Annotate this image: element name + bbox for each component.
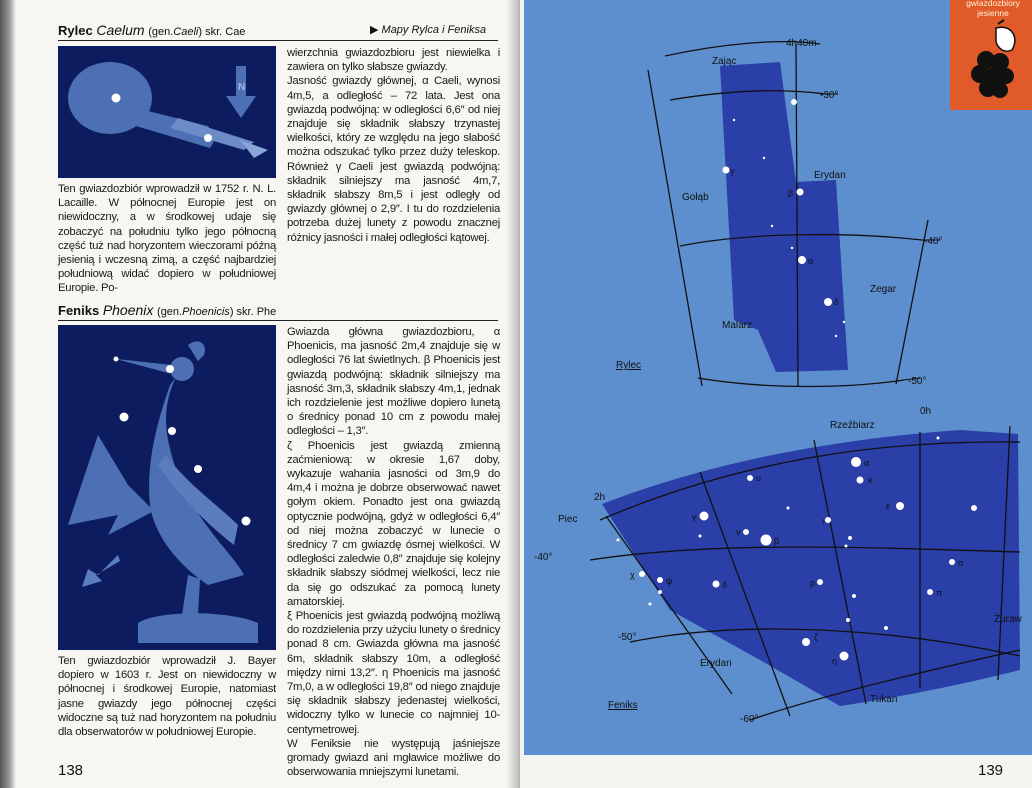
neighbor-label-erydan: Erydan xyxy=(814,170,846,181)
phoenix-paragraph-1: Gwiazda główna gwiazdozbioru, α Phoenicis, ma jasność 2m,4 znajduje się w odległości 76 lat świetlnych. β Phoenicis jest gwiazdą podwójną: składnik silniejszy ma jasność 3m,3, składnik słabszy 4m,1, jednak ich rozdzielenie jest możliwe dopiero lunetą o średnicy ponad 10 cm z powodu małej odległości – 1,3″. xyxy=(287,326,500,438)
neighbor-label-zegar: Zegar xyxy=(870,284,897,295)
phoenix-header-rule xyxy=(58,320,498,321)
star-alpha-caeli xyxy=(798,256,806,264)
caelum-latin-name: Caelum xyxy=(96,22,145,38)
star-kappa-phoenicis xyxy=(857,477,864,484)
caelum-ra-label: 4h40m xyxy=(786,38,817,49)
caelum-dec-label-3: -50° xyxy=(908,376,927,387)
star-zeta-phoenicis xyxy=(802,638,810,646)
phoenix-name: Feniks xyxy=(58,303,100,318)
caelum-chart xyxy=(616,38,942,387)
caelum-header xyxy=(58,22,245,38)
caelum-right-column xyxy=(287,46,500,245)
phoenix-left-column xyxy=(58,654,276,739)
svg-text:N: N xyxy=(238,82,246,93)
star-dot xyxy=(791,99,797,105)
caelum-name: Rylec xyxy=(58,23,93,38)
caelum-dec-label-1: -30° xyxy=(820,90,839,101)
star-chi-phoenicis xyxy=(639,571,645,577)
right-page-number: 139 xyxy=(978,762,1004,779)
label-iota-phe: ι xyxy=(822,516,824,526)
label-alpha-phe: α xyxy=(864,458,870,468)
star-alpha-phoenicis xyxy=(851,457,861,467)
star-iota-phoenicis xyxy=(825,517,831,523)
star-nu-phoenicis xyxy=(743,529,749,535)
star-eta-phoenicis xyxy=(840,652,849,661)
caelum-intro-text: Ten gwiazdozbiór wprowadził w 1752 r. N. L. Lacaille. W północnej Europie jest on niewidoczny, a w środkowej udaje się zobaczyć na południu tylko jego północną część tuż nad horyzontem wieczorami późną jesienią i wczesną zimą, a część najbardziej południową widać dopiero w południowej Europie. Po- xyxy=(58,183,276,295)
label-delta: δ xyxy=(834,297,840,307)
neighbor-label-golab: Gołąb xyxy=(682,192,709,203)
star-beta-caeli xyxy=(797,189,804,196)
phoenix-header xyxy=(58,302,276,318)
label-gamma-phe: γ xyxy=(692,512,697,522)
phoenix-chart xyxy=(534,406,1023,725)
phoenix-dec-label-2: -50° xyxy=(618,632,637,643)
phoenix-bird-figure xyxy=(58,325,276,650)
label-alpha: α xyxy=(808,256,814,266)
right-page xyxy=(520,0,1032,788)
phoenix-paragraph-3: ξ Phoenicis jest gwiazdą podwójną możliwą do rozdzielenia przy użyciu lunety o średnicy ponad 8 cm. Gwiazda główna ma jasność 6m, składnik słabszy 10m, a odległość między nimi 13,2″. η Phoenicis ma jasność 7m,0, a w odległości 19,8″ od niego znajduje się składnik słabszy jedenastej wielkości, widoczny tylko w lunecie co najmniej 10-centymetrowej. xyxy=(287,610,500,736)
label-delta-phe: δ xyxy=(722,580,728,590)
phoenix-genitive-suffix: ) skr. Phe xyxy=(229,306,277,318)
label-eta-phe: η xyxy=(832,656,838,666)
label-beta-phe: β xyxy=(774,536,780,546)
phoenix-ra-label-1: 0h xyxy=(920,406,932,417)
star-psi-phoenicis xyxy=(657,577,663,583)
neighbor-label-tukan: Tukan xyxy=(870,694,898,705)
caelum-genitive-latin: Caeli xyxy=(173,26,199,38)
caelum-genitive-suffix: ) skr. Cae xyxy=(198,26,246,38)
star-gamma-phoenicis xyxy=(700,512,709,521)
label-gamma: γ xyxy=(730,166,735,176)
label-beta: β xyxy=(788,188,794,198)
neighbor-label-erydan-2: Erydan xyxy=(700,658,732,669)
caelum-dec-label-2: -40° xyxy=(924,236,943,247)
phoenix-paragraph-2: ζ Phoenicis jest gwiazdą zmienną zaćmieniową: w okresie 1,67 doby, wykazuje wahania jasności od 3m,9 do 4m,4 i można je dobrze obserwować nawet gołym okiem. Ponadto jest ona gwiazdą optycznie podwójną, gdyż w odległości 6,4″ od niej można zobaczyć w lunecie o średnicy 7 cm gwiazdę ósmej wielkości. W odległości zaledwie 0,8″ znajduje się kolejny składnik słabszy siódmej wielkości, lecz nie da się go odszukać za pomocą lunety amatorskiej. xyxy=(287,439,500,608)
left-page-edge xyxy=(0,0,16,788)
star-beta-phoenicis xyxy=(761,535,772,546)
star-gamma-caeli xyxy=(723,167,730,174)
neighbor-label-rzezbiarz: Rzeźbiarz xyxy=(830,420,875,431)
label-psi-phe: ψ xyxy=(666,576,673,586)
caelum-paragraph-1: wierzchnia gwiazdozbioru jest niewielka i zawiera on tylko słabsze gwiazdy. xyxy=(287,47,500,74)
caelum-left-column xyxy=(58,182,276,296)
neighbor-label-zajac: Zając xyxy=(712,56,737,67)
label-pi-phe: π xyxy=(936,588,943,598)
star-sigma-phoenicis xyxy=(949,559,955,565)
star-rho-phoenicis xyxy=(817,579,823,585)
phoenix-intro-text: Ten gwiazdozbiór wprowadził J. Bayer dopiero w 1603 r. Jest on niewidoczny w północnej i środkowej Europie, natomiast jasne gwiazdy jego północnej części widoczne są tuż nad horyzontem na południu dla obserwatorów w południowej Europie. xyxy=(58,655,276,739)
season-badge-label: gwiazdozbiory jesienne xyxy=(966,0,1020,18)
star-charts xyxy=(520,0,1032,788)
phoenix-chart-title: Feniks xyxy=(608,700,638,711)
neighbor-label-zuraw: Żuraw xyxy=(994,614,1022,625)
label-zeta-phe: ζ xyxy=(814,632,818,642)
phoenix-genitive-latin: Phoenicis xyxy=(182,306,230,318)
caelum-illustration xyxy=(58,46,276,178)
phoenix-illustration xyxy=(58,325,276,650)
phoenix-paragraph-4: W Feniksie nie występują jaśniejsze gromady gwiazd ani mgławice możliwe do obserwowania mniejszymi lunetami. xyxy=(287,737,500,779)
star-epsilon-phoenicis xyxy=(896,502,904,510)
caelum-paragraph-2: Jasność gwiazdy głównej, α Caeli, wynosi 4m,5, a odległość – 72 lata. Jest ona gwiazdą podwójną: w odległości 6,6″ od niej znajduje się składnik słabszy trzynastej wielkości, który ze względu na jego słabość można odszukać tylko przez duży teleskop. Również γ Caeli jest gwiazdą podwójną: składnik silniejszy ma jasność 4m,7, składnik słabszy 8m,5 i jest odległy od gwiazdy głównej o 2,9″. I tu do rozdzielenia potrzeba dużej lunety z powodu znacznej różnicy jasności i małej odległości kątowej. xyxy=(287,75,500,244)
phoenix-ra-label-2: 2h xyxy=(594,492,606,503)
label-epsilon-phe: ε xyxy=(886,501,891,511)
map-link-text: Mapy Rylca i Feniksa xyxy=(381,24,487,36)
phoenix-latin-name: Phoenix xyxy=(102,302,154,318)
star-upsilon-phoenicis xyxy=(747,475,753,481)
label-rho-phe: ρ xyxy=(810,578,816,588)
arrow-right-icon: ▶ xyxy=(370,24,379,36)
left-page-number: 138 xyxy=(58,762,84,779)
label-chi-phe: χ xyxy=(630,570,635,580)
caelum-engraving-tool-figure xyxy=(58,46,276,178)
label-upsilon-phe: υ xyxy=(756,473,761,483)
star-delta-caeli xyxy=(824,298,832,306)
phoenix-right-column xyxy=(287,325,500,780)
star-delta-phoenicis xyxy=(713,581,720,588)
label-kappa-phe: κ xyxy=(868,475,873,485)
header-rule xyxy=(58,40,498,41)
phoenix-dec-label-3: -60° xyxy=(740,714,759,725)
caelum-genitive-prefix: (gen. xyxy=(148,26,174,38)
label-nu-phe: ν xyxy=(736,527,741,537)
phoenix-genitive-prefix: (gen. xyxy=(157,306,183,318)
caelum-chart-title: Rylec xyxy=(616,360,642,371)
neighbor-label-piec: Piec xyxy=(558,514,578,525)
neighbor-label-malarz: Malarz xyxy=(722,320,753,331)
star-pi-phoenicis xyxy=(927,589,933,595)
map-link[interactable] xyxy=(370,23,486,36)
phoenix-dec-label-1: -40° xyxy=(534,552,553,563)
label-sigma-phe: σ xyxy=(958,558,964,568)
